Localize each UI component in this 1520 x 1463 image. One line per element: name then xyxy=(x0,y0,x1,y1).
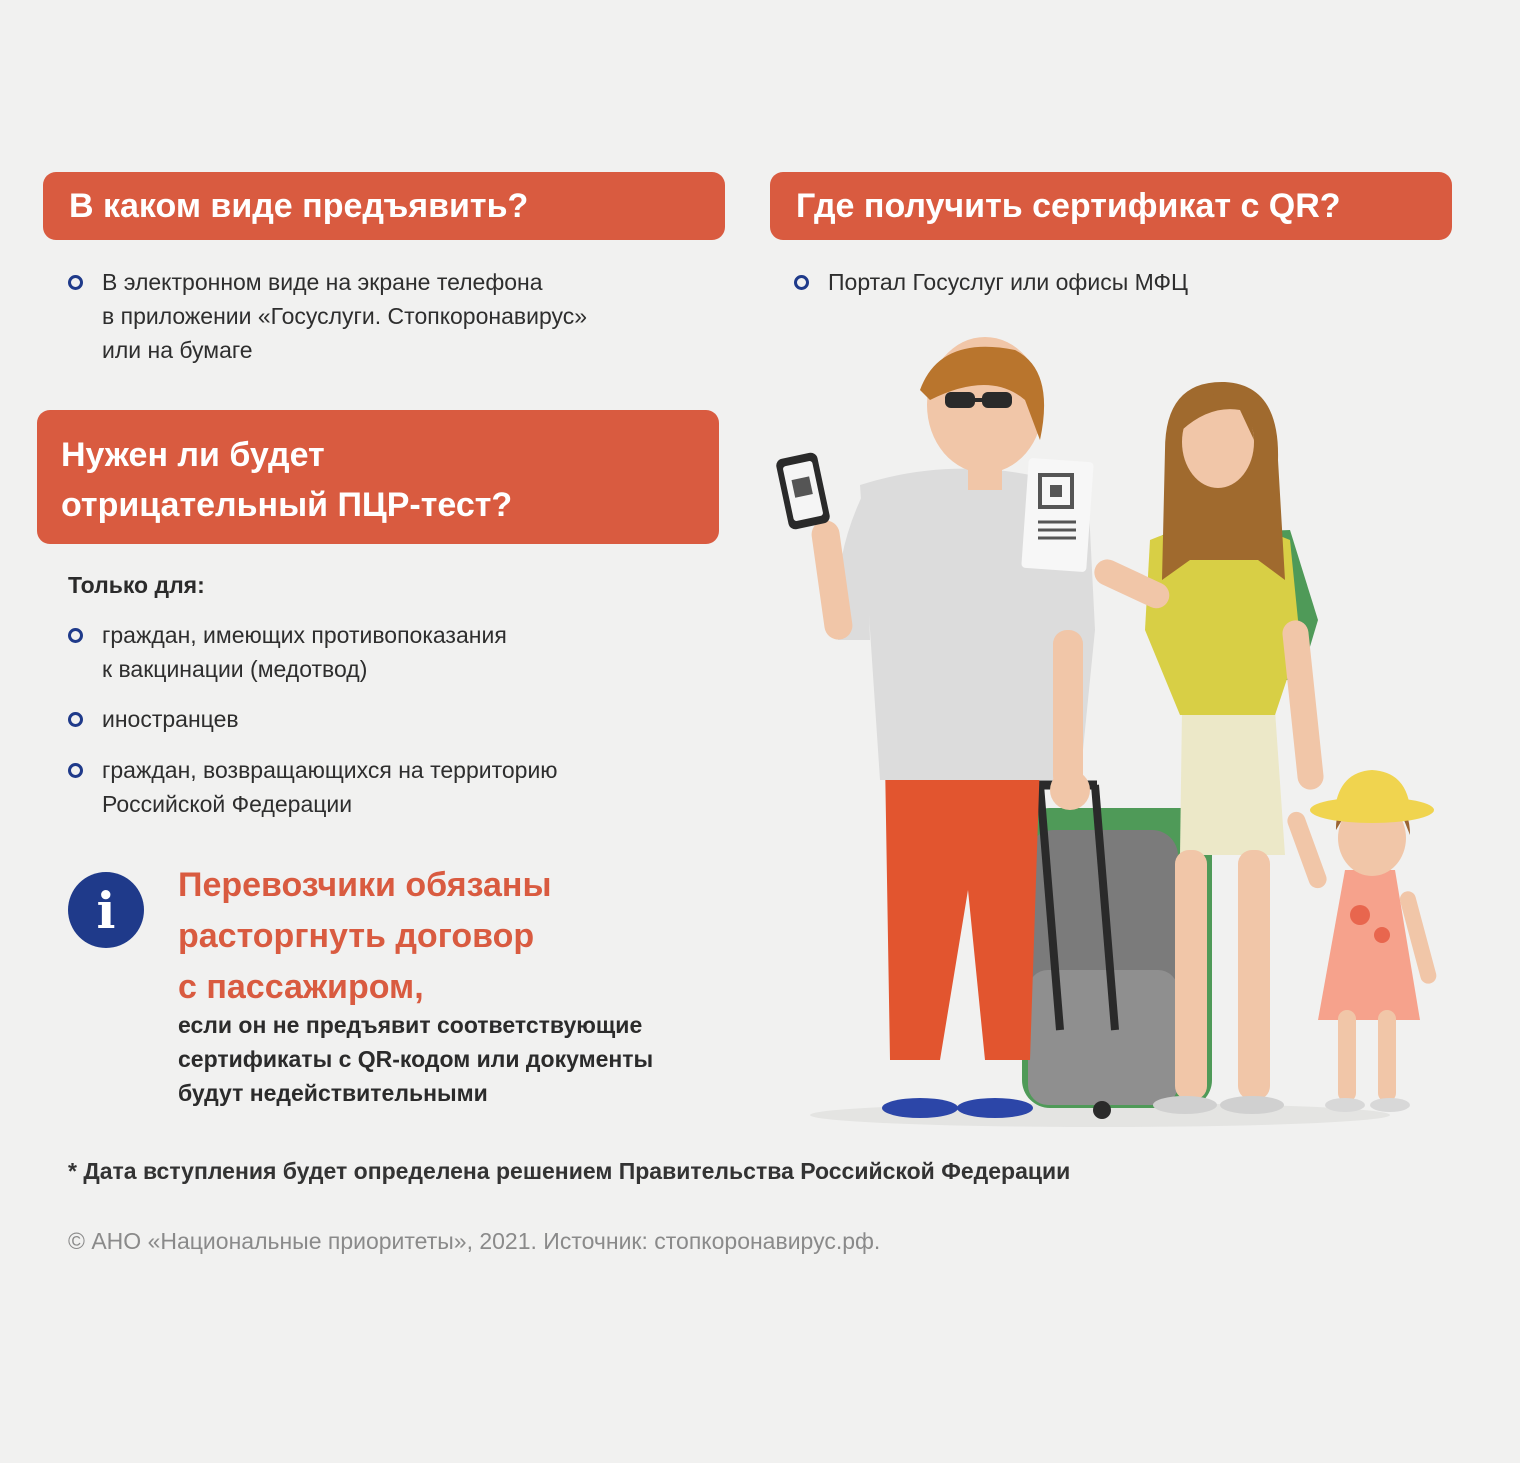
bullet-line: В электронном виде на экране телефона xyxy=(102,269,543,295)
bullet-pcr-medical xyxy=(102,618,507,686)
bullet-line: или на бумаге xyxy=(102,337,253,363)
notice-red-line: расторгнуть договор xyxy=(178,917,535,955)
bullet-line: иностранцев xyxy=(102,706,239,732)
bullet-dot-icon xyxy=(68,763,83,778)
qr-certificate-icon xyxy=(1021,458,1094,572)
notice-text-line: если он не предъявит соответствующие xyxy=(178,1012,643,1038)
bullet-line: граждан, имеющих противопоказания xyxy=(102,622,507,648)
copyright: © АНО «Национальные приоритеты», 2021. Источник: стопкоронавирус.рф. xyxy=(68,1228,881,1254)
bullet-line: Российской Федерации xyxy=(102,791,353,817)
bullet-where xyxy=(828,265,1188,299)
section-header-where xyxy=(770,172,1452,240)
section-title-where: Где получить сертификат с QR? xyxy=(796,187,1341,225)
bullet-dot-icon xyxy=(68,275,83,290)
girl-figure xyxy=(1285,770,1438,1112)
family-travel-illustration xyxy=(770,330,1460,1130)
section-header-form xyxy=(43,172,725,240)
notice-red-line: Перевозчики обязаны xyxy=(178,866,552,904)
only-for-label: Только для: xyxy=(68,572,205,598)
bullet-dot-icon xyxy=(68,628,83,643)
bullet-line: Портал Госуслуг или офисы МФЦ xyxy=(828,269,1189,295)
section-title-pcr-line: отрицательный ПЦР-тест? xyxy=(61,486,513,524)
bullet-form xyxy=(102,265,587,367)
bullet-line: граждан, возвращающихся на территорию xyxy=(102,757,558,783)
footnote: * Дата вступления будет определена решением Правительства Российской Федерации xyxy=(68,1158,1071,1184)
info-icon: i xyxy=(68,872,144,948)
phone-icon xyxy=(775,451,831,530)
bullet-pcr-returning xyxy=(102,753,558,821)
section-title-pcr-line: Нужен ли будет xyxy=(61,436,325,474)
notice-red-line: с пассажиром, xyxy=(178,968,424,1006)
bullet-line: в приложении «Госуслуги. Стопкоронавирус» xyxy=(102,303,588,329)
bullet-line: к вакцинации (медотвод) xyxy=(102,656,368,682)
bullet-dot-icon xyxy=(794,275,809,290)
notice-text-line: сертификаты с QR-кодом или документы xyxy=(178,1046,654,1072)
bullet-dot-icon xyxy=(68,712,83,727)
notice-text-line: будут недействительными xyxy=(178,1080,488,1106)
section-header-pcr xyxy=(37,410,719,544)
section-title-form: В каком виде предъявить? xyxy=(69,187,529,225)
bullet-pcr-foreigners xyxy=(102,702,239,736)
